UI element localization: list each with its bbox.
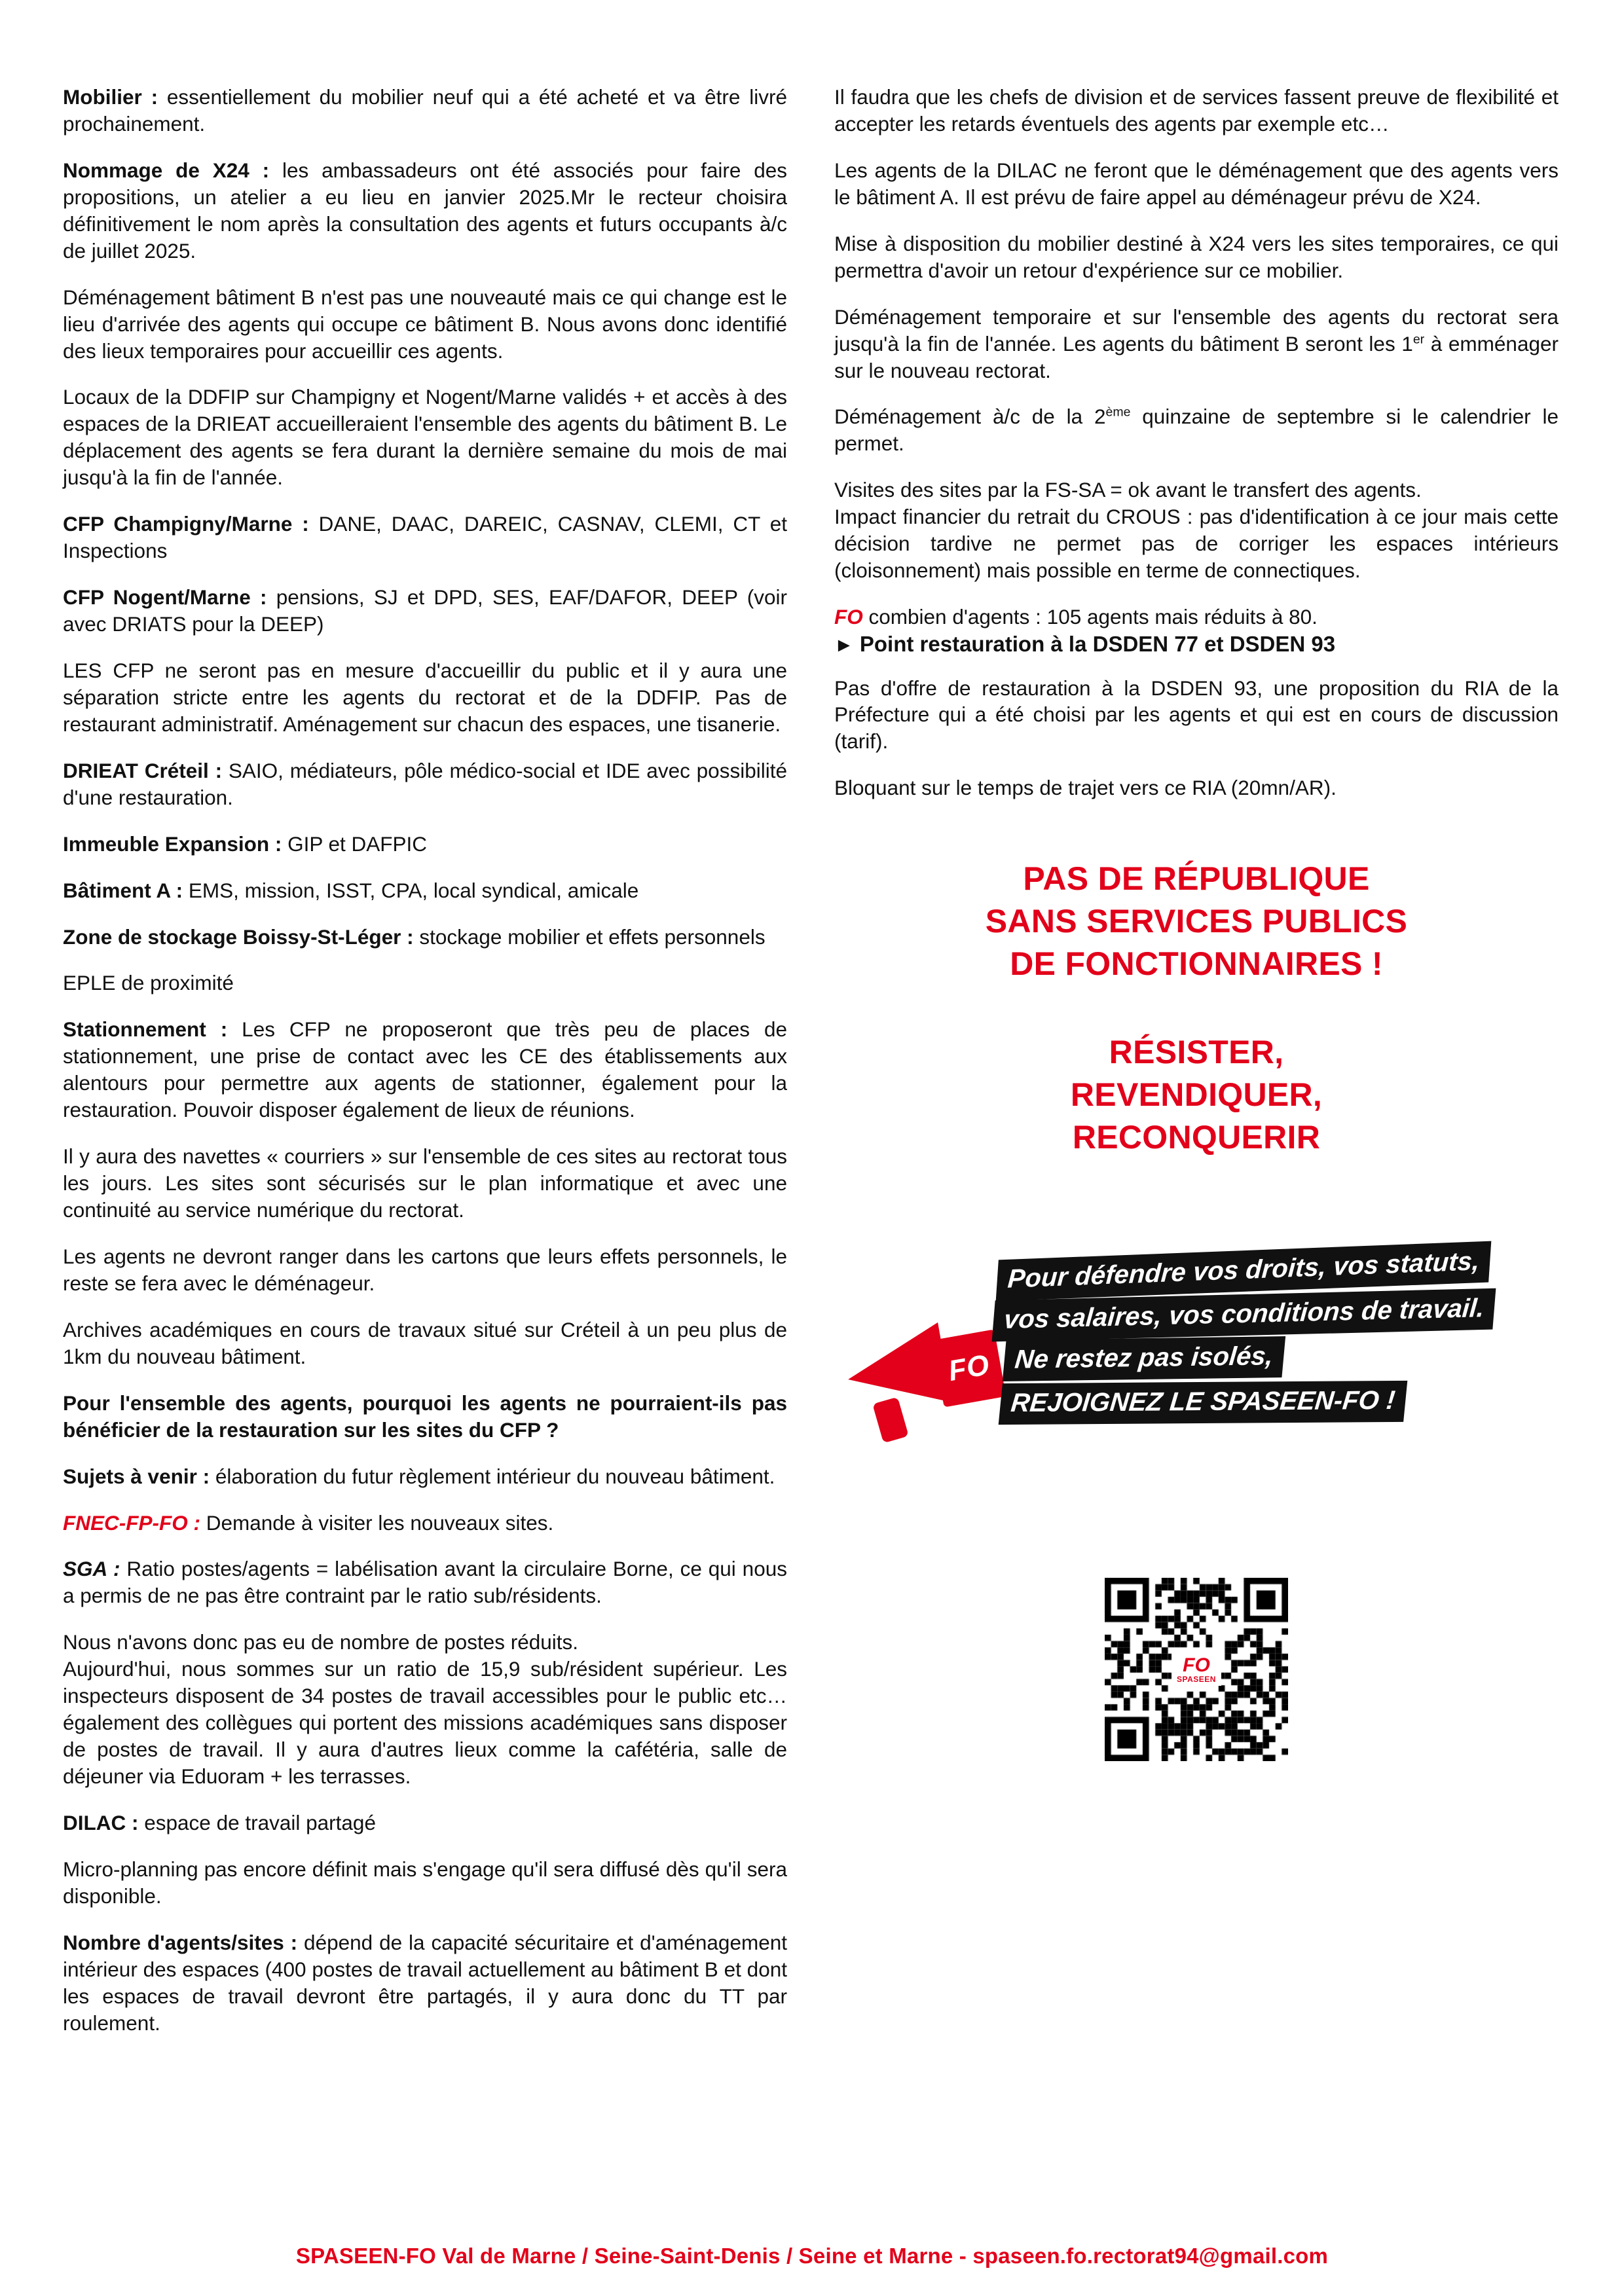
subheading-point-restauration — [834, 630, 1559, 658]
slogan-line-6: RECONQUERIR — [1072, 1119, 1321, 1156]
qr-spaseen-text: SPASEEN — [1177, 1675, 1216, 1685]
qr-center-logo — [1172, 1653, 1221, 1686]
para-eple — [63, 970, 787, 996]
para-stationnement-text: Les CFP ne proposeront que très peu de places de stationnement, une prise de contact avec les CE des établissements aux alentours pour permettre aux agents de stationner, également pour la restauration. Pouvoir disposer également de lieux de réunions. — [63, 1017, 787, 1122]
megaphone-text-lines — [998, 1247, 1541, 1425]
para-dilac-lead: DILAC : — [63, 1810, 139, 1834]
para-nombre-agents-sites — [63, 1929, 787, 2037]
para-mise-a-disposition-text: Mise à disposition du mobilier destiné à X24 vers les sites temporaires, ce qui permettra d'avoir un retour d'expérience sur ce mobilier. — [834, 231, 1559, 282]
slogan-line-5: REVENDIQUER, — [1070, 1076, 1323, 1114]
slogan-line-2: SANS SERVICES PUBLICS — [985, 903, 1408, 940]
para-fo-combien-agents — [834, 604, 1559, 630]
para-visites-fssa-text: Visites des sites par la FS-SA = ok avant le transfert des agents. Impact financier du retrait du CROUS : pas d'identification à ce jour mais cette décision tardive ne permet pas de corriger les espaces intérieurs (cloisonnement) mais possible en terme de connectiques. — [834, 478, 1559, 583]
para-pas-offre-restauration — [834, 675, 1559, 756]
para-dilac-demenagement — [834, 157, 1559, 211]
para-sujets-a-venir — [63, 1463, 787, 1490]
para-demenagement-temporaire-text: Déménagement temporaire et sur l'ensemble des agents du rectorat sera jusqu'à la fin de l'année. Les agents du bâtiment B seront les 1er à emménager sur le nouveau rectorat. — [834, 304, 1559, 382]
para-stationnement-lead: Stationnement : — [63, 1017, 228, 1042]
para-cfp-nogent — [63, 584, 787, 638]
para-navettes-text: Il y aura des navettes « courriers » sur l'ensemble de ces sites au rectorat tous les jours. Les sites sont sécurisés sur le plan informatique et avec une continuité au service numérique du rectorat. — [63, 1144, 787, 1222]
para-cfp-public — [63, 657, 787, 738]
para-question-restauration-lead: Pour l'ensemble des agents, pourquoi les agents ne pourraient-ils pas bénéficier de la restauration sur les sites du CFP ? — [63, 1391, 787, 1442]
para-sga-text: Ratio postes/agents = labélisation avant la circulaire Borne, ce qui nous a permis de ne pas être contraint par le ratio sub/résidents. — [63, 1557, 787, 1608]
para-fnec-fp-fo-lead: FNEC-FP-FO : — [63, 1510, 200, 1535]
para-micro-planning — [63, 1856, 787, 1910]
para-ratio — [63, 1629, 787, 1790]
para-demenagement-temporaire — [834, 304, 1559, 384]
para-immeuble-expansion-text: GIP et DAFPIC — [282, 831, 428, 856]
para-locaux-ddfip-text: Locaux de la DDFIP sur Champigny et Nogent/Marne validés + et accès à des espaces de la DRIEAT accueilleraient l'ensemble des agents du bâtiment B. Le déplacement des agents se fera durant la dernière semaine du mois de mai jusqu'à la fin de l'année. — [63, 385, 787, 490]
qr-fo-text: FO — [1183, 1654, 1210, 1677]
para-nommage-x24-text: les ambassadeurs ont été associés pour faire des propositions, un atelier a eu lieu en janvier 2025.Mr le recteur choisira définitivement le nom après la consultation des agents et futurs occupants à/c de juillet 2025. — [63, 158, 787, 263]
para-dilac — [63, 1810, 787, 1836]
para-sga — [63, 1556, 787, 1609]
para-mobilier — [63, 84, 787, 137]
triangle-right-icon: ► — [834, 634, 854, 656]
para-bloquant-trajet-text: Bloquant sur le temps de trajet vers ce RIA (20mn/AR). — [834, 776, 1337, 800]
para-cfp-champigny — [63, 511, 787, 564]
para-zone-stockage-lead: Zone de stockage Boissy-St-Léger : — [63, 924, 414, 949]
para-mobilier-text: essentiellement du mobilier neuf qui a été acheté et va être livré prochainement. — [63, 85, 787, 136]
megaphone-line-4: REJOIGNEZ LE SPASEEN-FO ! — [999, 1380, 1408, 1424]
para-ratio-text: Nous n'avons donc pas eu de nombre de postes réduits. Aujourd'hui, nous sommes sur un ratio de 15,9 sub/résident supérieur. Les inspecteurs disposent de 34 postes de travail accessibles pour le public etc…également des collègues qui portent des missions académiques sans disposer de postes de travail. Il y aura d'autres lieux comme la cafétéria, salle de déjeuner via Eduoram + les terrasses. — [63, 1630, 787, 1788]
para-batiment-a-lead: Bâtiment A : — [63, 878, 183, 902]
slogan-line-4: RÉSISTER, — [1109, 1034, 1284, 1071]
para-demenagement-batiment-b-text: Déménagement bâtiment B n'est pas une nouveauté mais ce qui change est le lieu d'arrivée des agents qui occupe ce bâtiment B. Nous avons donc identifié des lieux temporaires pour accueillir ces agents. — [63, 285, 787, 363]
para-sujets-a-venir-text: élaboration du futur règlement intérieur du nouveau bâtiment. — [210, 1464, 775, 1488]
para-chefs-division-text: Il faudra que les chefs de division et de services fassent preuve de flexibilité et accepter les retards éventuels des agents par exemple etc… — [834, 85, 1559, 136]
slogan-line-3: DE FONCTIONNAIRES ! — [1010, 945, 1383, 983]
para-pas-offre-restauration-text: Pas d'offre de restauration à la DSDEN 93, une proposition du RIA de la Préfecture qui a été choisi par les agents et qui est en cours de discussion (tarif). — [834, 676, 1559, 754]
para-drieat-creteil-text: SAIO, médiateurs, pôle médico-social et IDE avec possibilité d'une restauration. — [63, 758, 787, 809]
para-immeuble-expansion-lead: Immeuble Expansion : — [63, 831, 282, 856]
para-nombre-agents-sites-text: dépend de la capacité sécuritaire et d'aménagement intérieur des espaces (400 postes de travail actuellement au bâtiment B et dont les espaces de travail devront être partagés, il y aura donc du TT par roulement. — [63, 1930, 787, 2035]
para-cfp-champigny-text: DANE, DAAC, DAREIC, CASNAV, CLEMI, CT et Inspections — [63, 512, 787, 563]
para-nombre-agents-sites-lead: Nombre d'agents/sites : — [63, 1930, 298, 1954]
slogan-line-1: PAS DE RÉPUBLIQUE — [1023, 860, 1370, 898]
para-dilac-text: espace de travail partagé — [138, 1810, 376, 1834]
footer-contact: SPASEEN-FO Val de Marne / Seine-Saint-Denis / Seine et Marne - spaseen.fo.rectorat94@gmail.com — [295, 2244, 1329, 2268]
para-visites-fssa — [834, 477, 1559, 584]
megaphone-icon — [847, 1316, 998, 1434]
para-demenagement-septembre — [834, 403, 1559, 457]
para-fo-combien-agents-text: combien d'agents : 105 agents mais réduits à 80. — [862, 605, 1318, 629]
para-zone-stockage-text: stockage mobilier et effets personnels — [413, 924, 766, 949]
para-sujets-a-venir-lead: Sujets à venir : — [63, 1464, 210, 1488]
para-chefs-division — [834, 84, 1559, 137]
slogan-block — [834, 858, 1559, 1159]
para-archives — [63, 1317, 787, 1370]
para-zone-stockage — [63, 924, 787, 951]
para-dilac-demenagement-text: Les agents de la DILAC ne feront que le déménagement que des agents vers le bâtiment A. Il est prévu de faire appel au déménageur prévu de X24. — [834, 158, 1559, 209]
para-question-restauration — [63, 1390, 787, 1444]
para-immeuble-expansion — [63, 831, 787, 858]
para-archives-text: Archives académiques en cours de travaux situé sur Créteil à un peu plus de 1km du nouveau bâtiment. — [63, 1317, 787, 1368]
qr-code[interactable] — [1105, 1578, 1288, 1761]
qr-code-area — [834, 1578, 1559, 1761]
para-locaux-ddfip — [63, 384, 787, 491]
para-cfp-nogent-text: pensions, SJ et DPD, SES, EAF/DAFOR, DEEP (voir avec DRIATS pour la DEEP) — [63, 585, 787, 636]
para-demenagement-septembre-text: Déménagement à/c de la 2ème quinzaine de septembre si le calendrier le permet. — [834, 405, 1559, 456]
fo-logo-text: FO — [946, 1349, 993, 1388]
megaphone-banner — [834, 1247, 1559, 1467]
two-column-layout — [63, 84, 1561, 2037]
para-eple-text: EPLE de proximité — [63, 971, 234, 995]
para-drieat-creteil — [63, 757, 787, 811]
megaphone-line-1: Pour défendre vos droits, vos statuts, — [996, 1241, 1492, 1302]
para-nommage-x24 — [63, 157, 787, 264]
para-fo-combien-agents-lead: FO — [834, 605, 863, 629]
para-cartons-text: Les agents ne devront ranger dans les cartons que leurs effets personnels, le reste se fera avec le déménageur. — [63, 1244, 787, 1295]
para-fnec-fp-fo — [63, 1510, 787, 1537]
para-batiment-a — [63, 877, 787, 904]
para-cfp-champigny-lead: CFP Champigny/Marne : — [63, 512, 309, 536]
para-nommage-x24-lead: Nommage de X24 : — [63, 158, 270, 182]
megaphone-line-2: vos salaires, vos conditions de travail. — [992, 1288, 1496, 1341]
megaphone-line-3: Ne restez pas isolés, — [1003, 1336, 1285, 1381]
para-cfp-nogent-lead: CFP Nogent/Marne : — [63, 585, 267, 610]
para-navettes — [63, 1143, 787, 1224]
para-bloquant-trajet — [834, 774, 1559, 801]
subheading-label: Point restauration à la DSDEN 77 et DSDEN 93 — [859, 632, 1336, 656]
para-micro-planning-text: Micro-planning pas encore définit mais s'engage qu'il sera diffusé dès qu'il sera disponible. — [63, 1857, 787, 1908]
para-mise-a-disposition — [834, 230, 1559, 284]
para-mobilier-lead: Mobilier : — [63, 85, 158, 109]
left-column — [63, 84, 787, 2037]
para-cartons — [63, 1243, 787, 1297]
para-fnec-fp-fo-text: Demande à visiter les nouveaux sites. — [200, 1510, 554, 1535]
para-stationnement — [63, 1016, 787, 1123]
para-sga-lead: SGA : — [63, 1557, 120, 1581]
para-batiment-a-text: EMS, mission, ISST, CPA, local syndical, amicale — [183, 878, 639, 902]
para-drieat-creteil-lead: DRIEAT Créteil : — [63, 758, 223, 782]
para-demenagement-batiment-b — [63, 284, 787, 365]
para-cfp-public-text: LES CFP ne seront pas en mesure d'accueillir du public et il y aura une séparation stricte entre les agents du rectorat et de la DDFIP. Pas de restaurant administratif. Aménagement sur chacun des espaces, une tisanerie. — [63, 658, 787, 736]
right-column — [834, 84, 1559, 1761]
